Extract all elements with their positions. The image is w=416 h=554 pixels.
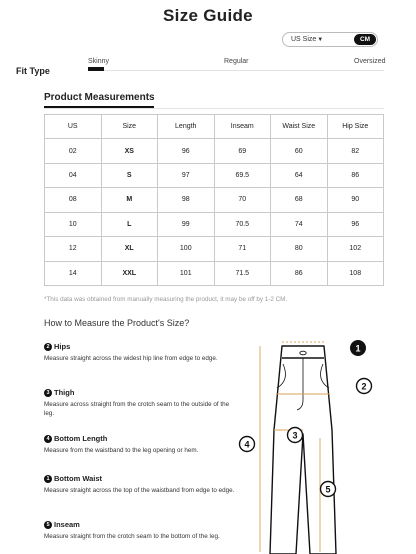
fit-type-track	[88, 70, 384, 71]
fit-option-skinny: Skinny	[88, 58, 110, 65]
table-cell: 74	[271, 212, 328, 236]
unit-toggle[interactable]	[282, 32, 378, 47]
table-cell: 68	[271, 188, 328, 212]
table-row	[45, 139, 384, 163]
table-cell: 99	[158, 212, 215, 236]
step-bottom-length	[44, 434, 240, 456]
table-header: Length	[158, 115, 215, 139]
table-cell: 60	[271, 139, 328, 163]
table-cell: 82	[327, 139, 384, 163]
step-description: Measure across straight from the crotch seam to the outside of the leg.	[44, 401, 230, 417]
table-cell: 04	[45, 163, 102, 187]
table-header: Waist Size	[271, 115, 328, 139]
cm-button[interactable]: CM	[354, 34, 376, 45]
step-title: Thigh	[54, 388, 75, 397]
table-cell: 96	[158, 139, 215, 163]
step-title: Bottom Length	[54, 434, 108, 443]
step-description: Measure straight from the crotch seam to the bottom of the leg.	[44, 533, 220, 540]
number-badge-icon: 2	[44, 343, 52, 351]
section-divider	[44, 108, 384, 109]
table-cell: 71	[214, 237, 271, 261]
table-cell: 12	[45, 237, 102, 261]
us-size-label: US Size	[291, 36, 317, 43]
pants-diagram-icon	[232, 334, 384, 554]
table-cell: 101	[158, 261, 215, 285]
page-title: Size Guide	[163, 6, 253, 25]
table-cell: 14	[45, 261, 102, 285]
table-row	[45, 188, 384, 212]
table-cell: XXL	[101, 261, 158, 285]
table-cell: 08	[45, 188, 102, 212]
table-cell: S	[101, 163, 158, 187]
table-cell: 64	[271, 163, 328, 187]
number-badge-icon: 4	[44, 435, 52, 443]
table-cell: XS	[101, 139, 158, 163]
marker-1-label: 1	[355, 343, 361, 354]
step-title: Inseam	[54, 520, 80, 529]
table-row	[45, 237, 384, 261]
step-hips	[44, 342, 240, 364]
table-cell: 69	[214, 139, 271, 163]
marker-4-label: 4	[244, 439, 250, 450]
table-cell: 86	[327, 163, 384, 187]
number-badge-icon: 3	[44, 389, 52, 397]
how-to-title: How to Measure the Product's Size?	[44, 318, 190, 328]
table-header: Hip Size	[327, 115, 384, 139]
number-badge-icon: 5	[44, 521, 52, 529]
table-cell: 69.5	[214, 163, 271, 187]
table-cell: 98	[158, 188, 215, 212]
step-thigh	[44, 388, 240, 418]
marker-3-label: 3	[292, 430, 298, 441]
fit-type-marker	[88, 67, 104, 71]
measurements-table	[44, 114, 384, 286]
table-cell: 100	[158, 237, 215, 261]
table-row	[45, 163, 384, 187]
table-cell: 86	[271, 261, 328, 285]
step-inseam	[44, 520, 240, 542]
measurement-note: *This data was obtained from manually measuring the product, it may be off by 1-2 CM.	[44, 296, 288, 303]
fit-type-label: Fit Type	[16, 66, 50, 76]
table-row	[45, 212, 384, 236]
table-cell: 70	[214, 188, 271, 212]
fly-stitch	[297, 358, 303, 410]
table-cell: 102	[327, 237, 384, 261]
table-cell: 90	[327, 188, 384, 212]
table-cell: 97	[158, 163, 215, 187]
fit-option-oversized: Oversized	[354, 58, 386, 65]
table-cell: 02	[45, 139, 102, 163]
table-cell: 80	[271, 237, 328, 261]
table-header: Size	[101, 115, 158, 139]
step-description: Measure straight across the top of the waistband from edge to edge.	[44, 487, 235, 494]
us-size-selector[interactable]	[291, 36, 323, 43]
table-cell: 108	[327, 261, 384, 285]
step-bottom-waist	[44, 474, 240, 496]
section-title: Product Measurements	[44, 92, 155, 103]
fit-option-regular: Regular	[224, 58, 249, 65]
table-row	[45, 261, 384, 285]
table-cell: XL	[101, 237, 158, 261]
step-title: Bottom Waist	[54, 474, 103, 483]
number-badge-icon: 1	[44, 475, 52, 483]
step-description: Measure from the waistband to the leg opening or hem.	[44, 447, 199, 454]
table-cell: 71.5	[214, 261, 271, 285]
table-cell: M	[101, 188, 158, 212]
table-cell: L	[101, 212, 158, 236]
waist-button	[300, 351, 306, 355]
table-header-row	[45, 115, 384, 139]
table-cell: 70.5	[214, 212, 271, 236]
table-header: US	[45, 115, 102, 139]
table-cell: 10	[45, 212, 102, 236]
step-description: Measure straight across the widest hip line from edge to edge.	[44, 355, 218, 362]
chevron-down-icon: ▼	[317, 37, 324, 43]
step-title: Hips	[54, 342, 71, 351]
table-cell: 96	[327, 212, 384, 236]
table-header: Inseam	[214, 115, 271, 139]
marker-5-label: 5	[325, 484, 331, 495]
marker-2-label: 2	[361, 381, 367, 392]
